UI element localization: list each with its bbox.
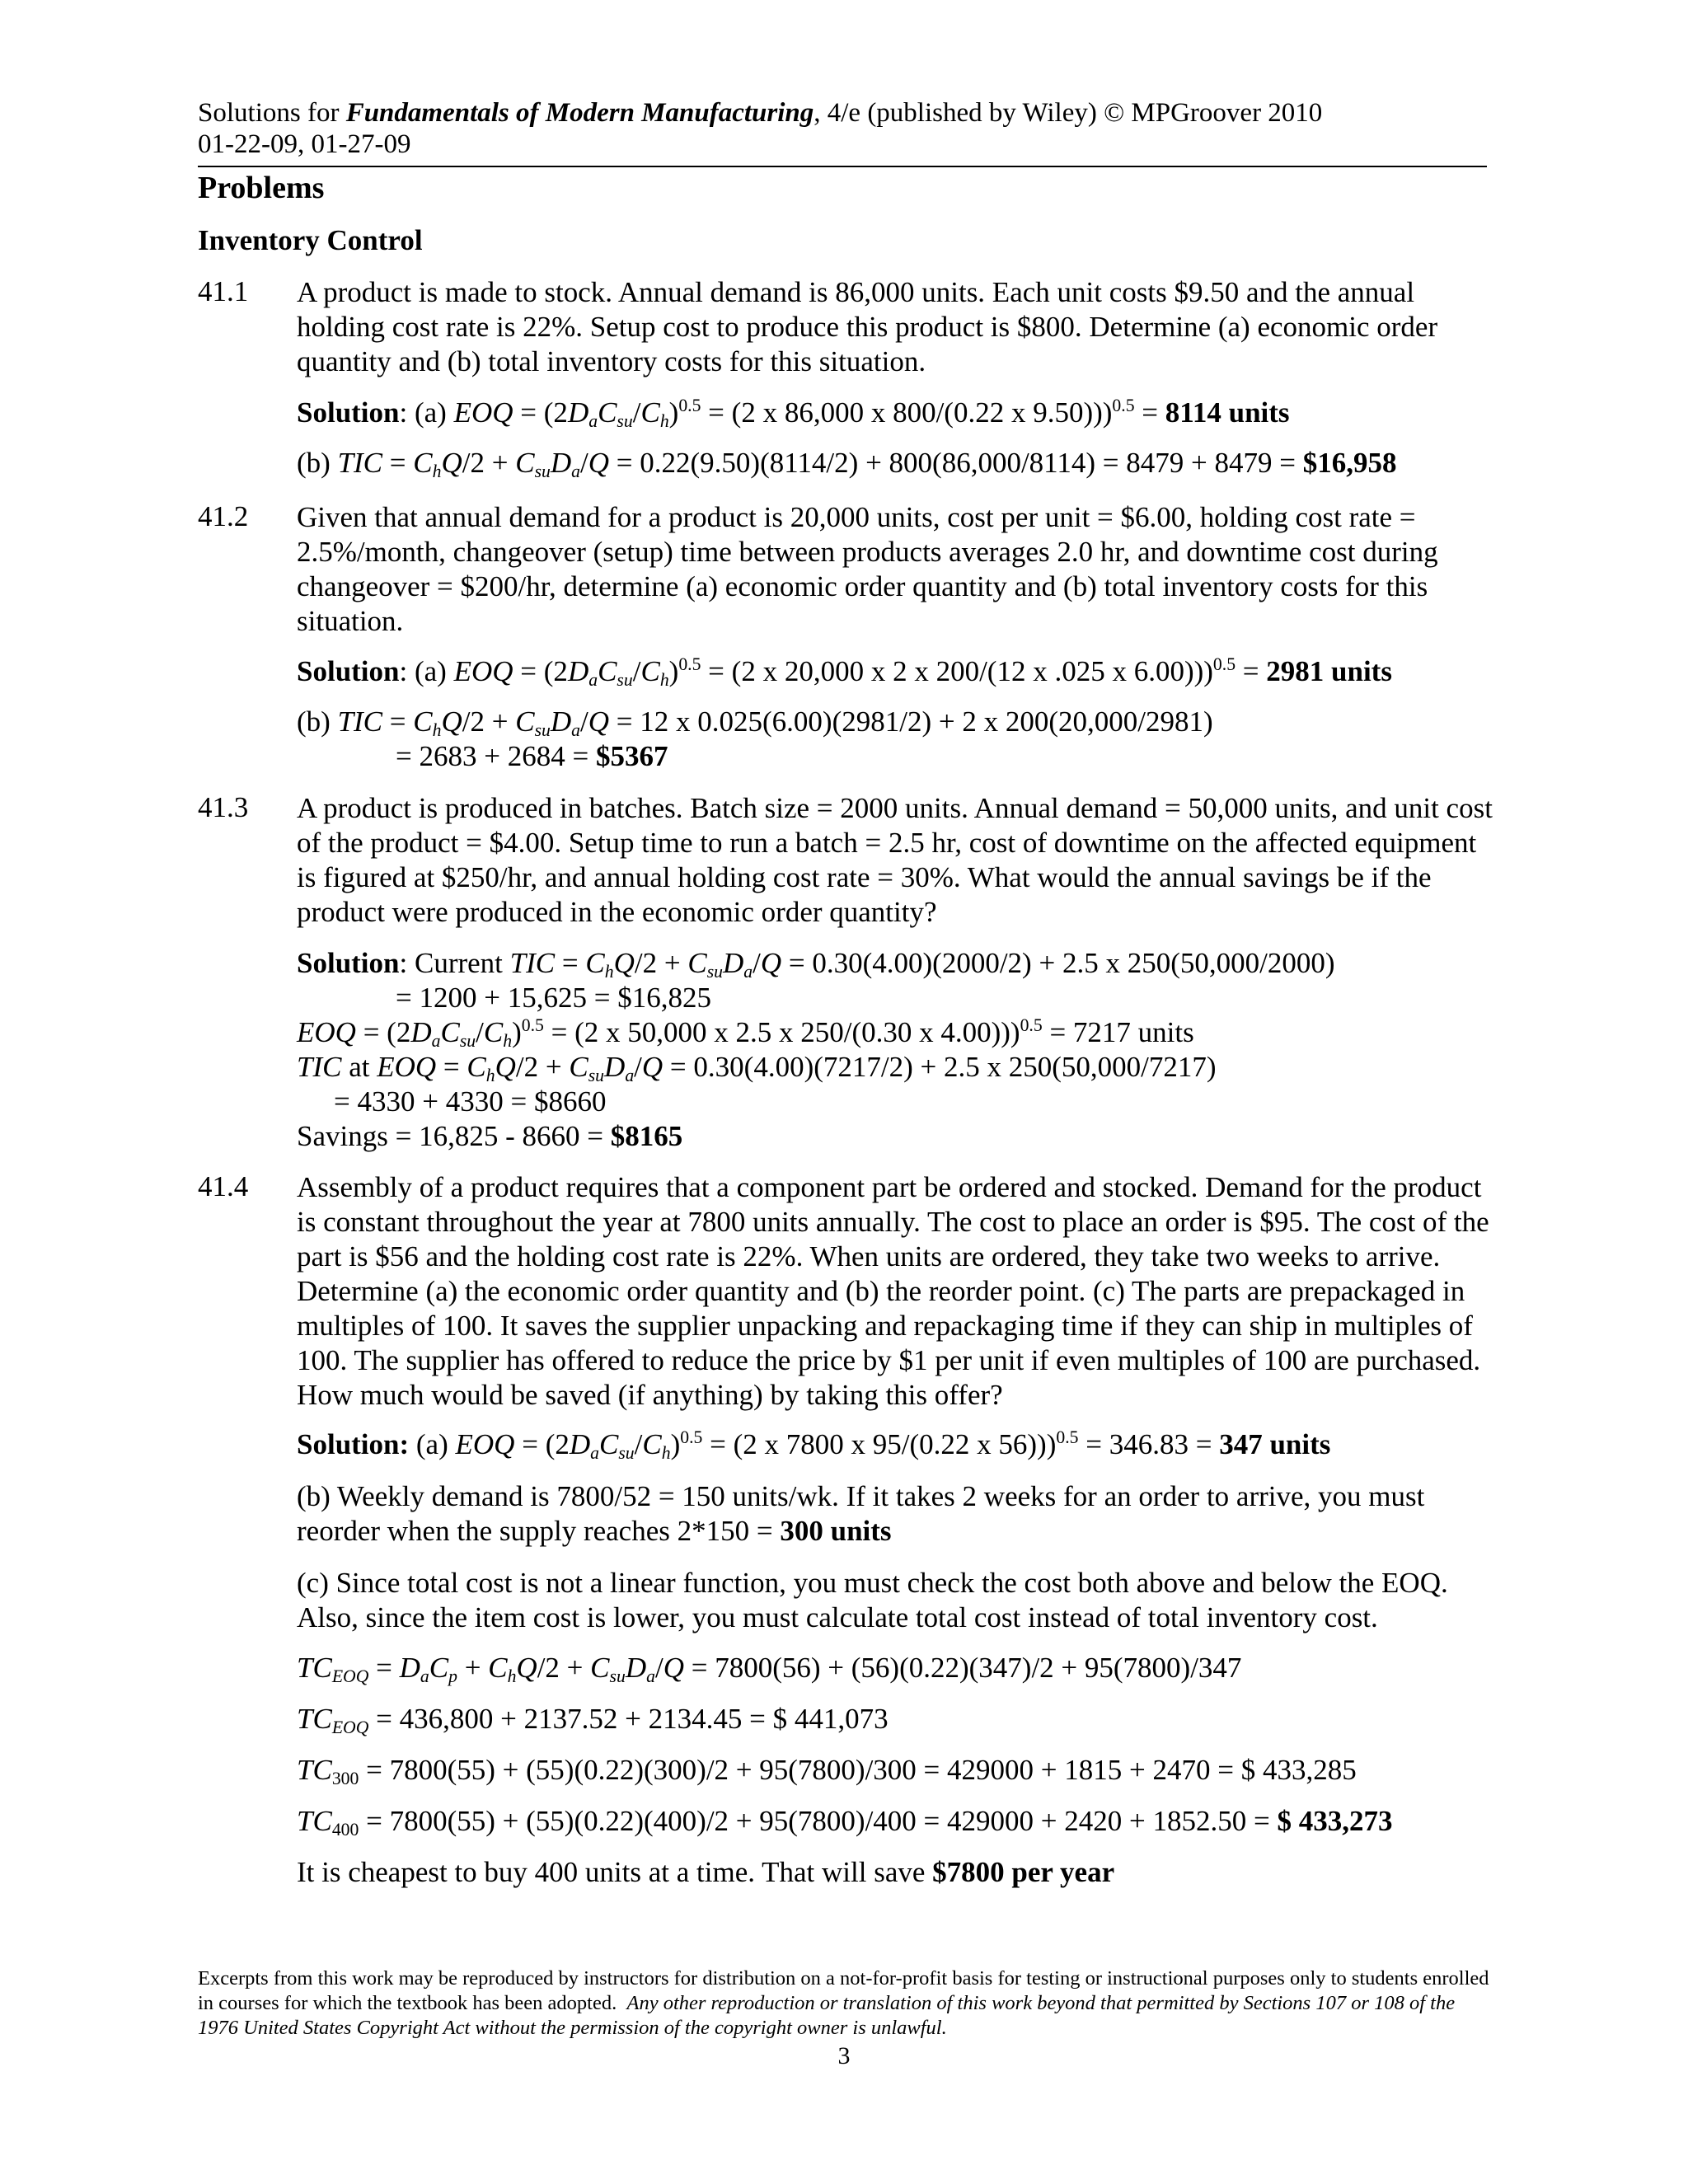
solution-b-line: (b) TIC = $C_hQ/2 + C_{su}D_a/Q = 12$ x 0.025(6.00)(2981/2) + 2 x 200(20,000/2981) bbox=[297, 705, 1213, 741]
problem-number: 41.2 bbox=[198, 500, 249, 532]
tc-300-line: $TC_{300} = 7800(55) + (55)(0.22)(300)/2 + 95(7800)/300 = 429000 + 1815 + 2470$ = $ 433,285 bbox=[297, 1754, 1357, 1789]
header-line-1: Solutions for Fundamentals of Modern Manufacturing, 4/e (published by Wiley) © MPGroover 2010 bbox=[198, 98, 1323, 128]
solution-current-line: Solution: Current TIC = $C_hQ/2 + C_{su}D_a/Q = 0.30(4.00)(2000/2) + 2.5$ x 250(50,000/2000) bbox=[297, 947, 1335, 982]
copyright-footer: Excerpts from this work may be reproduced by instructors for distribution on a not-for-profit basis for testing or instructional purposes only to students enrolled in courses for which the textbook has been adopted. Any other reproduction or translation of this work beyond that permitted by Sections 107 or 108 of the 1976 United States Copyright Act without the permission of the copyright owner is unlawful. bbox=[198, 1967, 1489, 2039]
problem-statement: A product is produced in batches. Batch size = 2000 units. Annual demand = 50,000 units, and unit cost of the product = $4.00. Setup time to run a batch = 2.5 hr, cost of downtime on the affected equipment is figured at $250/hr, and annual holding cost rate = 30%. What would the annual savings be if the product were produced in the economic order quantity? bbox=[297, 792, 1493, 928]
solution-tic-at-eoq-line: TIC at EOQ = $C_hQ/2 + C_{su}D_a/Q = 0.30(4.00)(7217/2) + 2.5$ x 250(50,000/7217) bbox=[297, 1051, 1217, 1086]
problem-number: 41.4 bbox=[198, 1170, 249, 1202]
tc-eoq-total-line: $TC_{EOQ} = 436,800 + 2137.52 + 2134.45$ = $ 441,073 bbox=[297, 1703, 889, 1738]
result-value: 347 units bbox=[1219, 1428, 1331, 1460]
problem-number: 41.3 bbox=[198, 791, 249, 823]
solution-b-line: (b) TIC = $C_hQ/2 + C_{su}D_a/Q = 0.22(9.50)(8114/2) + 800(86,000/8114) = 8479 + 8479$ = $16,958 bbox=[297, 447, 1397, 482]
problem-number: 41.1 bbox=[198, 275, 249, 307]
result-value: $7800 per year bbox=[932, 1856, 1115, 1888]
solution-a-line: Solution: (a) EOQ = $(2D_aC_{su}/C_h)^{0.5} = (2$ x 86,000 x 800/(0.22 x 9.50)))$^{0.5}$ = 8114 units bbox=[297, 395, 1290, 432]
result-value: $16,958 bbox=[1302, 447, 1397, 479]
tc-400-line: $TC_{400} = 7800(55) + (55)(0.22)(400)/2 + 95(7800)/400 = 429000 + 2420 + 1852.50$ = $ 433,273 bbox=[297, 1805, 1393, 1840]
solution-tic-at-eoq-total: = 4330 + 4330 = $8660 bbox=[334, 1085, 607, 1118]
solution-current-total: = 1200 + 15,625 = $16,825 bbox=[396, 982, 711, 1014]
tc-eoq-line: $TC_{EOQ} = D_aC_p + C_hQ/2 + C_{su}D_a/Q = 7800(56) + (56)(0.22)(347)/2 + 95(7800)/347$ bbox=[297, 1652, 1242, 1687]
result-value: $ 433,273 bbox=[1277, 1805, 1393, 1837]
subsection-title: Inventory Control bbox=[198, 224, 423, 256]
solution-c-paragraph: (c) Since total cost is not a linear function, you must check the cost both above and below the EOQ. Also, since the item cost is lower, you must calculate total cost instead of total inventory cost. bbox=[297, 1567, 1448, 1633]
result-value: $5367 bbox=[595, 740, 668, 772]
header-rule bbox=[198, 166, 1487, 167]
problem-statement: Assembly of a product requires that a component part be ordered and stocked. Demand for the product is constant throughout the year at 7800 units annually. The cost to place an order is $95. The cost of the part is $56 and the holding cost rate is 22%. When units are ordered, they take two weeks to arrive. Determine (a) the economic order quantity and (b) the reorder point. (c) The parts are prepackaged in multiples of 100. It saves the supplier unpacking and repackaging time if they can ship in multiples of 100. The supplier has offered to reduce the price by $1 per unit if even multiples of 100 are purchased. How much would be saved (if anything) by taking this offer? bbox=[297, 1171, 1489, 1411]
solution-a-line: Solution: (a) EOQ = $(2D_aC_{su}/C_h)^{0.5} = (2$ x 20,000 x 2 x 200/(12 x .025 x 6.00)))$^{0.5}$ = 2981 units bbox=[297, 654, 1392, 691]
result-value: 8114 units bbox=[1165, 396, 1290, 429]
problem-statement: Given that annual demand for a product is 20,000 units, cost per unit = $6.00, holding cost rate = 2.5%/month, changeover (setup) time between products averages 2.0 hr, and downtime cost during changeover = $200/hr, determine (a) economic order quantity and (b) total inventory costs for this situation. bbox=[297, 501, 1438, 637]
solution-b-total: = 2683 + 2684 = $5367 bbox=[396, 740, 668, 772]
problem-statement: A product is made to stock. Annual demand is 86,000 units. Each unit costs $9.50 and the annual holding cost rate is 22%. Setup cost to produce this product is $800. Determine (a) economic order quantity and (b) total inventory costs for this situation. bbox=[297, 276, 1438, 377]
result-value: 2981 units bbox=[1266, 655, 1392, 687]
page-header bbox=[198, 97, 1322, 160]
header-dates: 01-22-09, 01-27-09 bbox=[198, 129, 411, 159]
book-title: Fundamentals of Modern Manufacturing bbox=[345, 98, 814, 128]
result-value: 300 units bbox=[780, 1515, 892, 1547]
section-title: Problems bbox=[198, 171, 325, 205]
solution-eoq-line: EOQ = $(2D_aC_{su}/C_h)^{0.5} = (2$ x 50,000 x 2.5 x 250/(0.30 x 4.00)))$^{0.5}$ = 7217 units bbox=[297, 1015, 1194, 1052]
conclusion-line: It is cheapest to buy 400 units at a time. That will save $7800 per year bbox=[297, 1856, 1115, 1888]
solution-a-line: Solution: (a) EOQ = $(2D_aC_{su}/C_h)^{0.5} = (2$ x 7800 x 95/(0.22 x 56)))$^{0.5}$ = 346.83 = 347 units bbox=[297, 1427, 1331, 1464]
page-number: 3 bbox=[837, 2042, 851, 2069]
result-value: $8165 bbox=[610, 1120, 683, 1152]
solution-savings-line: Savings = 16,825 - 8660 = $8165 bbox=[297, 1120, 683, 1152]
solution-b-paragraph: (b) Weekly demand is 7800/52 = 150 units/wk. If it takes 2 weeks for an order to arrive, you must reorder when the supply reaches 2*150 = 300 units bbox=[297, 1480, 1425, 1547]
